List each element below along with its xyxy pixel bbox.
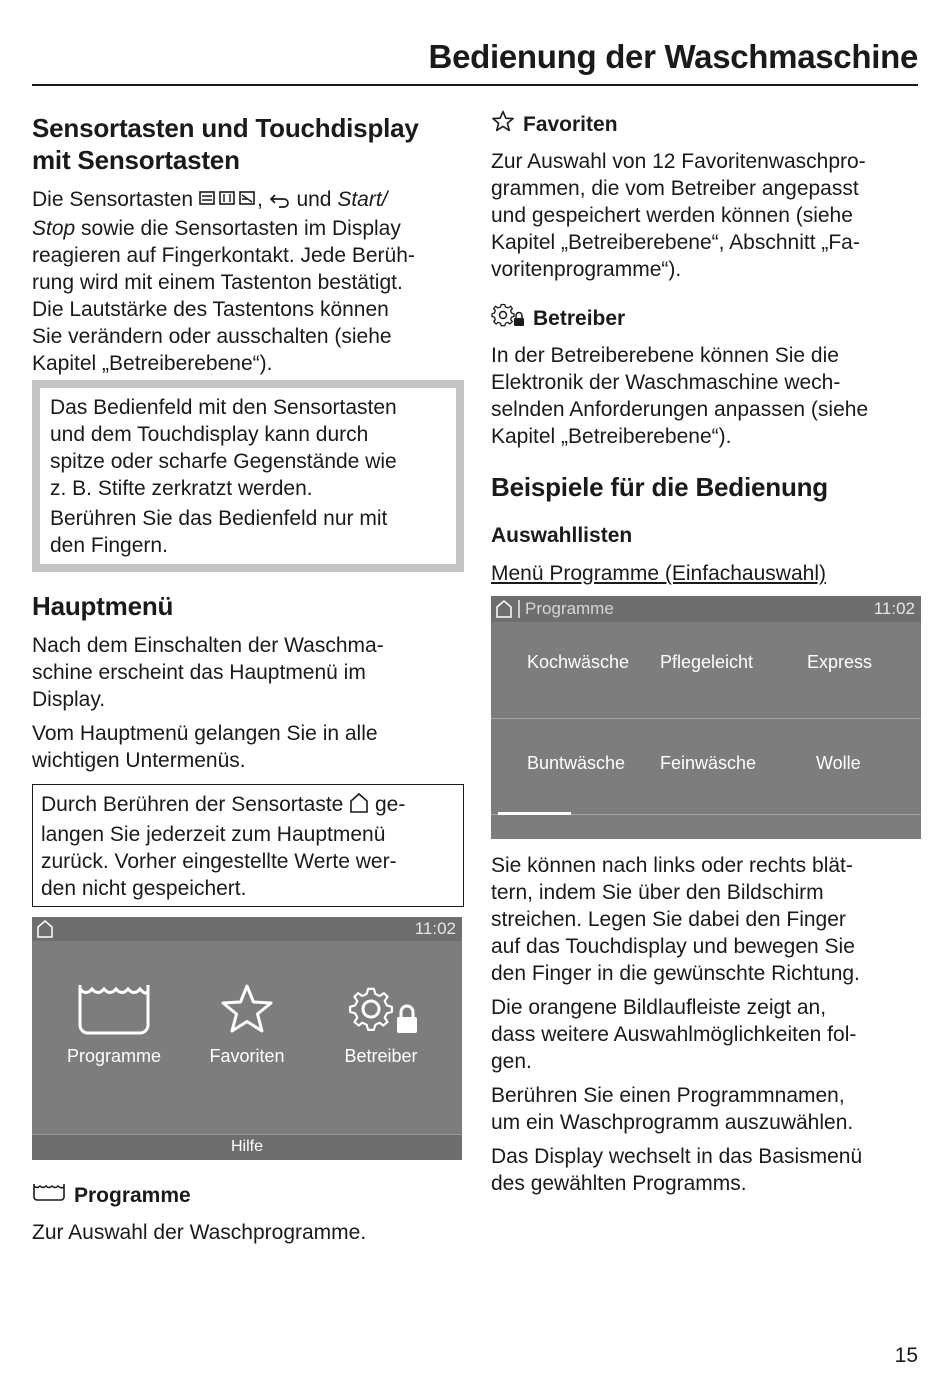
note-line: Durch Berühren der Sensortaste xyxy=(41,793,350,816)
heading-betreiber-label: Betreiber xyxy=(533,307,626,330)
warning-line: z. B. Stifte zerkratzt werden. xyxy=(50,477,313,500)
text-line: Berühren Sie einen Programmnamen, xyxy=(491,1084,845,1107)
program-option-buntwaesche[interactable]: Buntwäsche xyxy=(527,753,626,773)
sensor-und: und xyxy=(290,188,338,211)
page-header-title: Bedienung der Waschmaschine xyxy=(428,38,918,75)
warning-line: Das Bedienfeld mit den Sensortasten xyxy=(50,396,397,419)
text-line: Display. xyxy=(32,688,106,711)
heading-line-2: mit Sensortasten xyxy=(32,145,240,175)
text-line: wichtigen Untermenüs. xyxy=(32,749,246,772)
back-icon xyxy=(269,188,291,215)
menu-tile-programme[interactable] xyxy=(52,983,176,1067)
home-icon[interactable] xyxy=(495,599,513,624)
right-paragraphs xyxy=(491,852,931,1197)
home-icon xyxy=(349,792,369,821)
title-divider xyxy=(518,600,520,618)
sensor-line: Kapitel „Betreiberebene“). xyxy=(32,352,273,375)
text-line: Nach dem Einschalten der Waschma- xyxy=(32,634,384,657)
screen-status-bar xyxy=(491,596,921,622)
text-line: selnden Anforderungen anpassen (siehe xyxy=(491,398,869,421)
menu-programme-link: Menü Programme (Einfachauswahl) xyxy=(491,562,826,585)
program-option-feinwaesche[interactable]: Feinwäsche xyxy=(660,753,757,773)
sensor-comma: , xyxy=(256,188,269,211)
hauptmenu-paragraph xyxy=(32,632,472,774)
text-line: Elektronik der Waschmaschine wech- xyxy=(491,371,841,394)
text-line: voritenprogramme“). xyxy=(491,258,682,281)
subheading-menu-programme xyxy=(491,560,826,587)
program-option-pflegeleicht[interactable]: Pflegeleicht xyxy=(660,652,754,672)
text-line: Vom Hauptmenü gelangen Sie in alle xyxy=(32,722,378,745)
wash-tub-icon xyxy=(76,1022,152,1039)
programme-menu-screen xyxy=(491,596,921,839)
text-line: streichen. Legen Sie dabei den Finger xyxy=(491,908,846,931)
clock-time: 11:02 xyxy=(414,919,456,938)
favoriten-paragraph xyxy=(491,148,931,283)
sensor-line: reagieren auf Fingerkontakt. Jede Berüh- xyxy=(32,244,415,267)
text-line: dass weitere Auswahlmöglichkeiten fol- xyxy=(491,1023,857,1046)
note-line: den nicht gespeichert. xyxy=(41,877,247,900)
text-line: Zur Auswahl von 12 Favoritenwaschpro- xyxy=(491,150,866,173)
note-box xyxy=(32,784,464,907)
heading-line-1: Sensortasten und Touchdisplay xyxy=(32,113,419,143)
sensor-line: Sie verändern oder ausschalten (siehe xyxy=(32,325,392,348)
warning-box xyxy=(32,380,464,572)
function-keys-icon xyxy=(199,188,257,215)
help-button[interactable]: Hilfe xyxy=(32,1134,462,1160)
star-icon xyxy=(219,1022,275,1039)
heading-favoriten-label: Favoriten xyxy=(523,113,618,136)
text-line: Das Display wechselt in das Basismenü xyxy=(491,1145,863,1168)
gear-lock-icon xyxy=(343,1024,419,1041)
text-line: um ein Waschprogramm auszuwählen. xyxy=(491,1111,854,1134)
star-icon xyxy=(491,110,515,140)
warning-line: spitze oder scharfe Gegenstände wie xyxy=(50,450,397,473)
menu-label-betreiber: Betreiber xyxy=(344,1046,418,1066)
program-row-2 xyxy=(491,719,921,815)
heading-betreiber xyxy=(491,303,625,335)
betreiber-paragraph xyxy=(491,342,931,450)
screen-title: Programme xyxy=(525,599,614,618)
sensor-line: rung wird mit einem Tastenton bestätigt. xyxy=(32,271,403,294)
heading-sensortasten xyxy=(32,112,419,176)
sensor-line: Die Sensortasten xyxy=(32,188,194,211)
text-line: und gespeichert werden können (siehe xyxy=(491,204,853,227)
heading-hauptmenu: Hauptmenü xyxy=(32,591,174,621)
text-line: Die orangene Bildlaufleiste zeigt an, xyxy=(491,996,827,1019)
note-line: ge- xyxy=(369,793,406,816)
start-label: Start/ xyxy=(337,188,388,211)
header-rule xyxy=(32,84,918,86)
gear-lock-icon xyxy=(491,303,525,335)
screen-status-bar xyxy=(32,917,462,941)
heading-auswahllisten: Auswahllisten xyxy=(491,524,633,547)
menu-tiles xyxy=(32,941,462,1135)
sensor-line: sowie die Sensortasten im Display xyxy=(75,217,401,240)
program-option-kochwaesche[interactable]: Kochwäsche xyxy=(527,652,630,672)
heading-favoriten xyxy=(491,110,618,140)
stop-label: Stop xyxy=(32,217,76,240)
page-number: 15 xyxy=(894,1344,918,1367)
menu-tile-favoriten[interactable] xyxy=(187,983,307,1067)
program-option-wolle[interactable]: Wolle xyxy=(816,753,861,773)
sensor-line: Die Lautstärke des Tastentons können xyxy=(32,298,389,321)
text-line: Kapitel „Betreiberebene“). xyxy=(491,425,732,448)
heading-beispiele: Beispiele für die Bedienung xyxy=(491,472,828,502)
text-line: des gewählten Programms. xyxy=(491,1172,747,1195)
wash-tub-icon xyxy=(32,1182,66,1210)
clock-time: 11:02 xyxy=(873,599,915,618)
programme-text: Zur Auswahl der Waschprogramme. xyxy=(32,1221,367,1244)
program-option-express[interactable]: Express xyxy=(807,652,873,672)
heading-programme xyxy=(32,1182,191,1210)
menu-label-favoriten: Favoriten xyxy=(209,1046,285,1066)
text-line: schine erscheint das Hauptmenü im xyxy=(32,661,366,684)
text-line: den Finger in die gewünschte Richtung. xyxy=(491,962,860,985)
menu-label-programme: Programme xyxy=(66,1046,162,1066)
warning-line: Berühren Sie das Bedienfeld nur mit xyxy=(50,507,388,530)
text-line: tern, indem Sie über den Bildschirm xyxy=(491,881,824,904)
text-line: auf das Touchdisplay und bewegen Sie xyxy=(491,935,855,958)
sensor-paragraph xyxy=(32,186,472,377)
heading-programme-label: Programme xyxy=(74,1184,191,1207)
text-line: Sie können nach links oder rechts blät- xyxy=(491,854,853,877)
main-menu-screen xyxy=(32,917,462,1160)
text-line: In der Betreiberebene können Sie die xyxy=(491,344,839,367)
text-line: gen. xyxy=(491,1050,532,1073)
warning-line: und dem Touchdisplay kann durch xyxy=(50,423,369,446)
note-line: zurück. Vorher eingestellte Werte wer- xyxy=(41,850,397,873)
program-row-1 xyxy=(491,622,921,719)
note-line: langen Sie jederzeit zum Hauptmenü xyxy=(41,823,386,846)
menu-tile-betreiber[interactable] xyxy=(322,983,440,1067)
warning-line: den Fingern. xyxy=(50,534,168,557)
scroll-indicator[interactable] xyxy=(498,812,571,815)
text-line: Kapitel „Betreiberebene“, Abschnitt „Fa- xyxy=(491,231,860,254)
text-line: grammen, die vom Betreiber angepasst xyxy=(491,177,859,200)
